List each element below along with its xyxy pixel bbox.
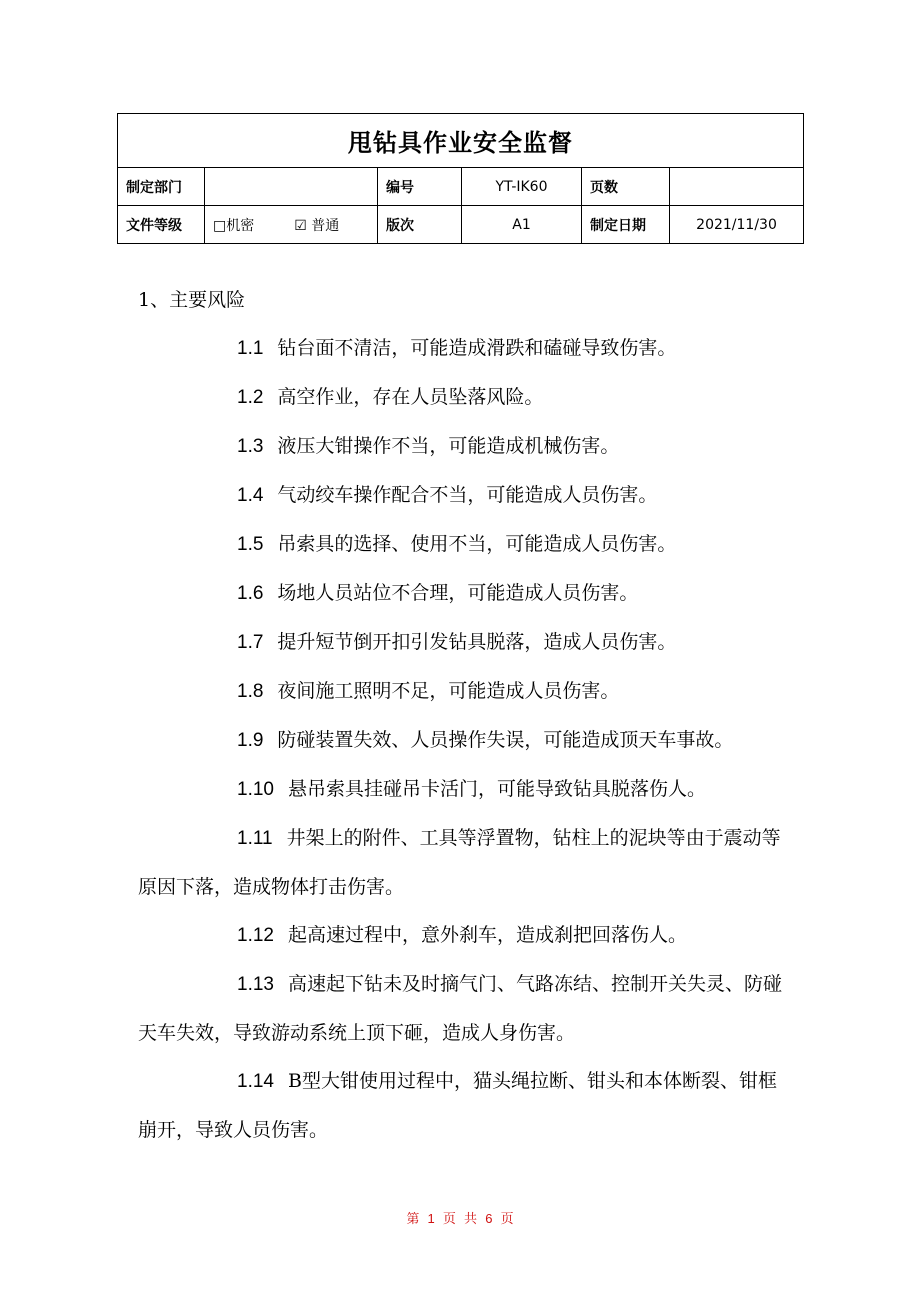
footer-post: 页 [500,1212,514,1227]
date-value: 2021/11/30 [670,206,804,244]
risk-item-number: 1.14 [237,1071,274,1092]
risk-item-text: 夜间施工照明不足，可能造成人员伤害。 [277,680,620,702]
risk-item-text: 防碰装置失效、人员操作失误，可能造成顶天车事故。 [277,729,734,751]
dept-label: 制定部门 [118,168,205,206]
level-label: 文件等级 [118,206,205,244]
risk-item [138,373,784,422]
footer-mid: 页 共 [442,1212,478,1227]
risk-item [138,569,784,618]
risk-item-number: 1.1 [237,338,264,359]
level-secret-checkbox: □机密 [213,217,255,234]
risk-item-number: 1.11 [237,828,273,849]
date-label: 制定日期 [582,206,670,244]
risk-item-number: 1.9 [237,730,264,751]
risk-item [138,911,784,960]
risk-item-text: 高速起下钻未及时摘气门、气路冻结、控制开关失灵、防碰天车失效，导致游动系统上顶下砸，造成人身伤害。 [138,973,782,1044]
risk-item-number: 1.8 [237,681,264,702]
risk-item-text: 场地人员站位不合理，可能造成人员伤害。 [277,582,639,604]
risk-item-text: 高空作业，存在人员坠落风险。 [277,386,544,408]
section-heading: 1、主要风险 [138,289,246,311]
risk-item-number: 1.13 [237,974,274,995]
risk-item-number: 1.12 [237,925,274,946]
footer-pre: 第 [406,1212,420,1227]
risk-item-text: 提升短节倒开扣引发钻具脱落，造成人员伤害。 [277,631,677,653]
risk-item-text: 起高速过程中，意外刹车，造成刹把回落伤人。 [287,924,687,946]
risk-item-number: 1.10 [237,779,274,800]
risk-item [138,618,784,667]
risk-item [138,1057,784,1154]
dept-value [205,168,378,206]
risk-item [138,324,784,373]
risk-item [138,960,784,1057]
risk-item-number: 1.4 [237,485,264,506]
risk-item-text: 液压大钳操作不当，可能造成机械伤害。 [277,435,620,457]
risk-item [138,471,784,520]
risk-item-number: 1.2 [237,387,264,408]
version-label: 版次 [378,206,462,244]
risk-item-text: 钻台面不清洁，可能造成滑跌和磕碰导致伤害。 [277,337,677,359]
pages-value [670,168,804,206]
risk-item-text: B型大钳使用过程中，猫头绳拉断、钳头和本体断裂、钳框崩开，导致人员伤害。 [138,1070,777,1141]
code-value: YT-IK60 [462,168,582,206]
risk-item [138,520,784,569]
level-normal-checkbox: ☑ 普通 [294,217,340,234]
risk-item-text: 井架上的附件、工具等浮置物，钻柱上的泥块等由于震动等原因下落，造成物体打击伤害。 [138,827,781,898]
pages-label: 页数 [582,168,670,206]
risk-list [138,324,784,1154]
risk-item-number: 1.5 [237,534,264,555]
document-header-table [117,113,804,244]
risk-item-text: 吊索具的选择、使用不当，可能造成人员伤害。 [277,533,677,555]
document-body [138,276,784,1154]
code-label: 编号 [378,168,462,206]
risk-item-number: 1.7 [237,632,264,653]
version-value: A1 [462,206,582,244]
risk-item-text: 气动绞车操作配合不当，可能造成人员伤害。 [277,484,658,506]
risk-item-number: 1.3 [237,436,264,457]
total-pages: 6 [485,1211,493,1226]
risk-item [138,667,784,716]
risk-item [138,814,784,911]
level-options [205,206,378,244]
risk-item-number: 1.6 [237,583,264,604]
current-page: 1 [427,1211,435,1226]
risk-item [138,716,784,765]
risk-item [138,422,784,471]
page-footer [0,1208,920,1227]
risk-item-text: 悬吊索具挂碰吊卡活门，可能导致钻具脱落伤人。 [287,778,706,800]
risk-item [138,765,784,814]
document-title: 甩钻具作业安全监督 [118,114,804,168]
